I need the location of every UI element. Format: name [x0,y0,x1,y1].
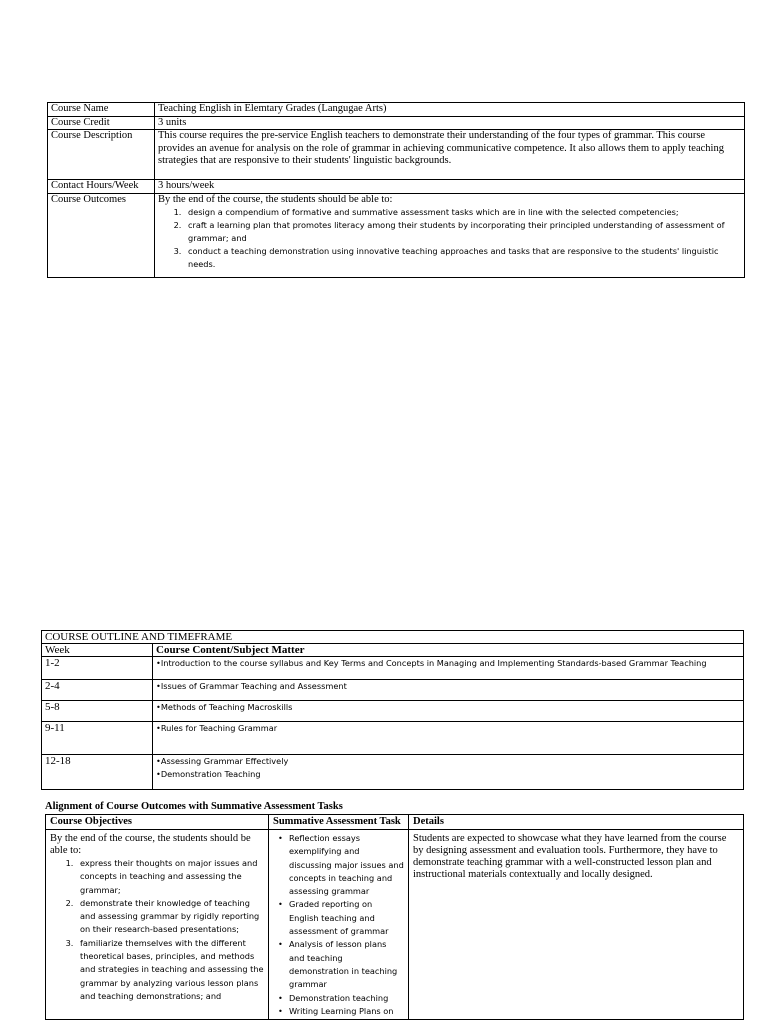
outline-item: • Methods of Teaching Macroskills [156,701,740,714]
content-header-text: Course Content/Subject Matter [156,644,305,656]
course-outcomes-intro: By the end of the course, the students should be able to: [158,193,393,205]
objectives-cell [46,830,269,1020]
outline-item: • Issues of Grammar Teaching and Assessment [156,680,740,693]
course-outcomes-label: Course Outcomes [48,193,155,278]
tasks-cell [269,830,409,1020]
details-cell: Students are expected to showcase what they have learned from the course by designing assessment and evaluation tools. Furthermore, they have to demonstrate teaching grammar with a well-constructed lesson plan and instructional materials contextually and locally designed. [409,830,744,1020]
objective-item: 2. demonstrate their knowledge of teaching and assessing grammar by rigidly reporting on their research-based presentations; [76,897,264,937]
outline-item: • Demonstration Teaching [156,768,740,781]
objectives-header-text: Course Objectives [50,816,132,827]
task-item: • Writing Learning Plans on [289,1005,404,1018]
outline-content [153,657,744,680]
course-outline-header-row [42,644,744,657]
details-header-text: Details [413,816,444,827]
outcome-item: 1. design a compendium of formative and summative assessment tasks which are in line with the selected competencies; [184,206,741,219]
week-header: Week [42,644,153,657]
course-description-value: This course requires the pre-service English teachers to demonstrate their understanding of the four types of grammar. This course provides an avenue for analysis on the role of grammar in achieving communicative competence. It also allows them to apply teaching strategies that are responsive to their students' linguistic backgrounds. [155,130,745,180]
outline-row [42,657,744,680]
objective-item: 1. express their thoughts on major issues and concepts in teaching and assessing the grammar; [76,857,264,897]
outline-item: • Assessing Grammar Effectively [156,755,740,768]
task-item: • Graded reporting on English teaching and assessment of grammar [289,898,404,938]
course-outcomes-cell [155,193,745,278]
task-item: • Reflection essays exemplifying and discussing major issues and concepts in teaching and assessing grammar [289,832,404,898]
outline-row [42,755,744,790]
tasks-header-text: Summative Assessment Task [273,816,401,827]
outline-content [153,701,744,722]
outline-row [42,722,744,755]
objectives-header [46,815,269,830]
tasks-list [273,832,404,1018]
outline-content [153,680,744,701]
objectives-list [50,857,264,1003]
outline-item: • Introduction to the course syllabus and Key Terms and Concepts in Managing and Implementing Standards-based Grammar Teaching [156,657,740,670]
outline-week: 9-11 [42,722,153,755]
outline-content [153,722,744,755]
outline-row [42,680,744,701]
outcome-item: 2. craft a learning plan that promotes literacy among their students by incorporating their principled understanding of assessment of grammar; and [184,219,741,245]
outline-row [42,701,744,722]
course-credit-label: Course Credit [48,116,155,130]
outcome-item: 3. conduct a teaching demonstration using innovative teaching approaches and tasks that are responsive to the students' linguistic needs. [184,245,741,271]
objective-item: 3. familiarize themselves with the different theoretical bases, principles, and methods and strategies in teaching and assessing the grammar by analyzing various lesson plans and teaching demonstrations; and [76,937,264,1003]
course-info-table [47,102,745,278]
course-outcomes-list [158,206,741,271]
outline-week: 5-8 [42,701,153,722]
tasks-header [269,815,409,830]
course-name-row [48,103,745,117]
task-item: • Demonstration teaching [289,992,404,1005]
contact-hours-row [48,180,745,194]
task-item: • Analysis of lesson plans and teaching demonstration in teaching grammar [289,938,404,991]
outline-week: 12-18 [42,755,153,790]
outline-week: 2-4 [42,680,153,701]
outline-item: • Rules for Teaching Grammar [156,722,740,735]
alignment-body-row [46,830,744,1020]
course-credit-value: 3 units [155,116,745,130]
contact-hours-value: 3 hours/week [155,180,745,194]
course-description-label: Course Description [48,130,155,180]
outline-week: 1-2 [42,657,153,680]
course-outline-title-row [42,631,744,644]
course-name-label: Course Name [48,103,155,117]
alignment-title: Alignment of Course Outcomes with Summative Assessment Tasks [45,801,343,812]
course-outline-title: COURSE OUTLINE AND TIMEFRAME [42,631,744,644]
course-outcomes-row [48,193,745,278]
outline-content [153,755,744,790]
objectives-intro: By the end of the course, the students should be able to: [50,833,251,856]
content-header [153,644,744,657]
course-outline-table [41,630,744,790]
contact-hours-label: Contact Hours/Week [48,180,155,194]
alignment-header-row [46,815,744,830]
course-description-row [48,130,745,180]
course-name-value: Teaching English in Elemtary Grades (Langugae Arts) [155,103,745,117]
course-credit-row [48,116,745,130]
alignment-table [45,814,744,1020]
details-header [409,815,744,830]
